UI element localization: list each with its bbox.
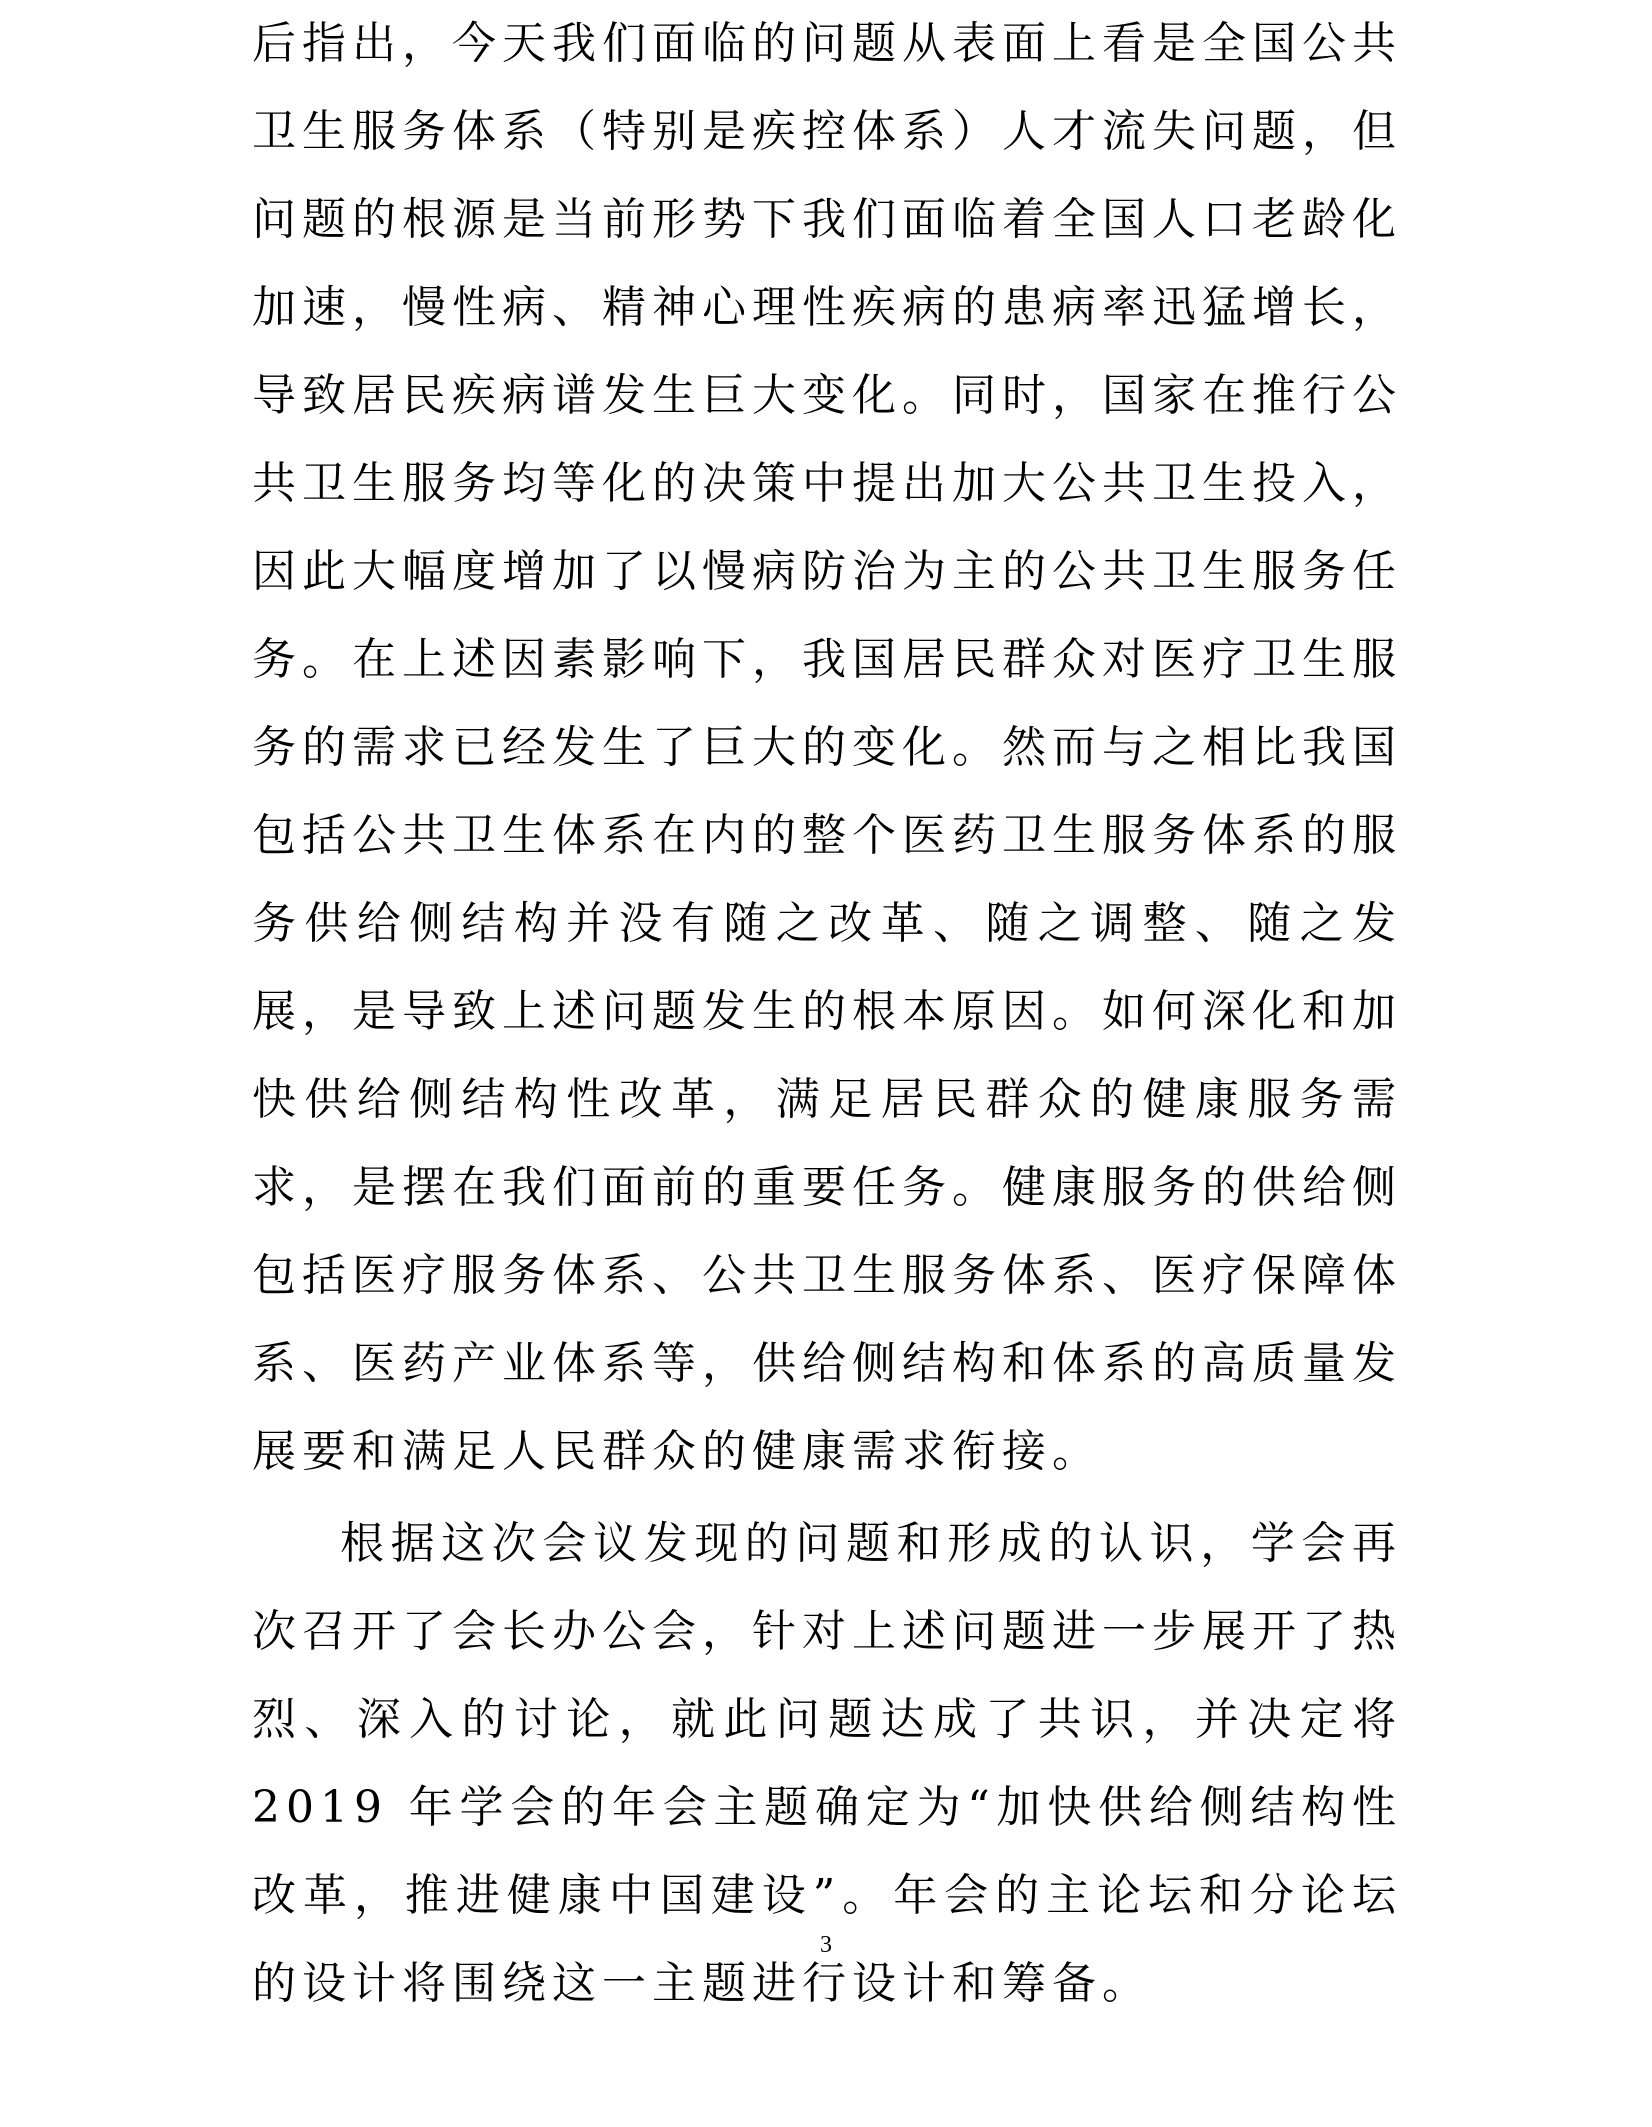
page-number: 3 [820, 1932, 832, 1958]
paragraph-continued: 后指出，今天我们面临的问题从表面上看是全国公共卫生服务体系（特别是疾控体系）人才流失问题，但问题的根源是当前形势下我们面临着全国人口老龄化加速，慢性病、精神心理性疾病的患病率迅猛增长，导致居民疾病谱发生巨大变化。同时，国家在推行公共卫生服务均等化的决策中提出加大公共卫生投入，因此大幅度增加了以慢病防治为主的公共卫生服务任务。在上述因素影响下，我国居民群众对医疗卫生服务的需求已经发生了巨大的变化。然而与之相比我国包括公共卫生体系在内的整个医药卫生服务体系的服务供给侧结构并没有随之改革、随之调整、随之发展，是导致上述问题发生的根本原因。如何深化和加快供给侧结构性改革，满足居民群众的健康服务需求，是摆在我们面前的重要任务。健康服务的供给侧包括医疗服务体系、公共卫生服务体系、医疗保障体系、医药产业体系等，供给侧结构和体系的高质量发展要和满足人民群众的健康需求衔接。 [252, 18, 1402, 1477]
body-text [252, 0, 1402, 2028]
paragraph-annual-meeting: 根据这次会议发现的问题和形成的认识，学会再次召开了会长办公会，针对上述问题进一步展开了热烈、深入的讨论，就此问题达成了共识，并决定将 2019 年学会的年会主题确定为“加快供给侧结构性改革，推进健康中国建设”。年会的主论坛和分论坛的设计将围绕这一主题进行设计和筹备。 [252, 1518, 1402, 2009]
